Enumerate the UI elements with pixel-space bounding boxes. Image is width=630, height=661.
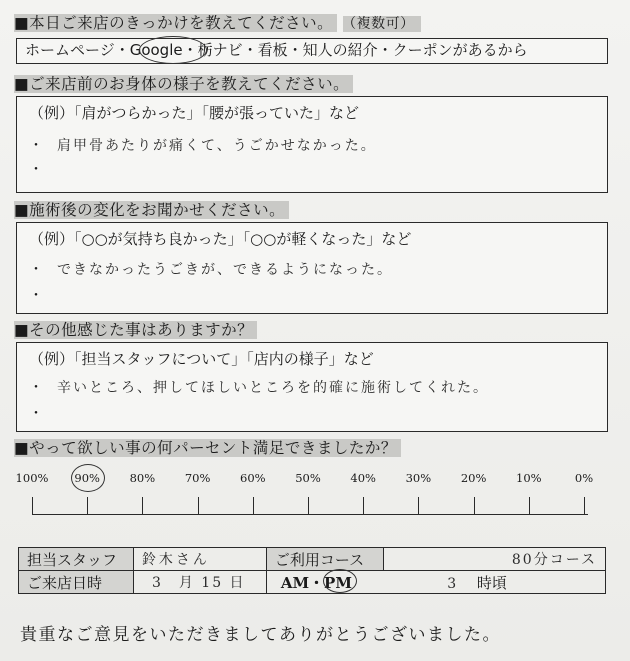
scale-tick xyxy=(308,497,309,514)
q2-answer-box[interactable] xyxy=(16,96,608,193)
q3-answer-box[interactable] xyxy=(16,222,608,314)
q4-bullet-2: ・ xyxy=(29,406,43,422)
q5-heading: ■やって欲しい事の何パーセント満足できましたか？ xyxy=(14,437,407,459)
scale-tick xyxy=(363,497,364,514)
q2-heading: ■ご来店前のお身体の様子を教えてください。 xyxy=(14,73,359,95)
q4-heading: ■その他感じた事はありますか？ xyxy=(14,319,263,341)
ampm-choice: AM・PM xyxy=(281,574,357,592)
q4-answer-box[interactable] xyxy=(16,342,608,432)
q2-handwritten-answer: 肩甲骨あたりが痛くて、うごかせなかった。 xyxy=(57,138,377,154)
selected-percent-circle-mark xyxy=(71,464,105,492)
scale-tick xyxy=(584,497,585,514)
q3-heading: ■施術後の変化をお聞かせください。 xyxy=(14,199,295,221)
q3-handwritten-answer: できなかったうごきが、できるようになった。 xyxy=(57,262,393,278)
course-value[interactable]: 80分コース xyxy=(383,548,605,571)
staff-label: 担当スタッフ xyxy=(19,548,134,571)
q4-example: （例）「担当スタッフについて」「店内の様子」など xyxy=(29,350,374,368)
scale-tick xyxy=(474,497,475,514)
google-circle-mark xyxy=(139,36,207,64)
scale-label-100[interactable]: 100% xyxy=(15,471,49,485)
scale-tick xyxy=(418,497,419,514)
q4-handwritten-answer: 辛いところ、押してほしいところを的確に施術してくれた。 xyxy=(57,380,489,396)
scale-label-70[interactable]: 70% xyxy=(184,471,211,485)
scale-label-80[interactable]: 80% xyxy=(129,471,156,485)
q1-heading: ■本日ご来店のきっかけを教えてください。 （複数可） xyxy=(14,12,427,34)
scale-label-90[interactable]: 90% xyxy=(74,471,100,485)
q1-options: ホームページ・Google・栃ナビ・看板・知人の紹介・クーポンがあるから xyxy=(25,41,528,59)
time-cell[interactable] xyxy=(266,571,605,594)
scale-tick xyxy=(87,497,88,514)
staff-value[interactable]: 鈴木さん xyxy=(133,548,266,571)
q1-note: （複数可） xyxy=(343,16,421,32)
time-value: 3 xyxy=(447,575,459,592)
course-label: ご利用コース xyxy=(266,548,383,571)
scale-tick xyxy=(529,497,530,514)
scale-label-0[interactable]: 0% xyxy=(574,471,594,485)
scale-label-20[interactable]: 20% xyxy=(460,471,487,485)
scale-label-60[interactable]: 60% xyxy=(240,471,266,485)
scale-baseline xyxy=(32,514,588,515)
q3-bullet-1: ・ xyxy=(29,262,43,278)
time-suffix: 時頃 xyxy=(476,573,507,592)
visit-info-table xyxy=(18,547,606,594)
q2-bullet-1: ・ xyxy=(29,138,43,154)
scale-label-40[interactable]: 40% xyxy=(350,471,376,485)
q1-options-box[interactable] xyxy=(16,38,608,64)
q3-example: （例）「○○が気持ち良かった」「○○が軽くなった」など xyxy=(29,230,412,248)
q2-bullet-2: ・ xyxy=(29,162,43,178)
scale-tick xyxy=(198,497,199,514)
scale-tick xyxy=(32,497,33,514)
scale-tick xyxy=(253,497,254,514)
thanks-message: 貴重なご意見をいただきましてありがとうございました。 xyxy=(20,625,501,645)
q4-bullet-1: ・ xyxy=(29,380,43,396)
scale-label-10[interactable]: 10% xyxy=(516,471,542,485)
date-value[interactable]: 3 月 15 日 xyxy=(133,571,266,594)
scale-tick xyxy=(142,497,143,514)
pm-circle-mark xyxy=(323,569,357,593)
scale-label-50[interactable]: 50% xyxy=(295,471,321,485)
q2-example: （例）「肩がつらかった」「腰が張っていた」など xyxy=(29,104,360,122)
q3-bullet-2: ・ xyxy=(29,288,43,304)
scale-label-30[interactable]: 30% xyxy=(405,471,432,485)
date-label: ご来店日時 xyxy=(19,571,134,594)
